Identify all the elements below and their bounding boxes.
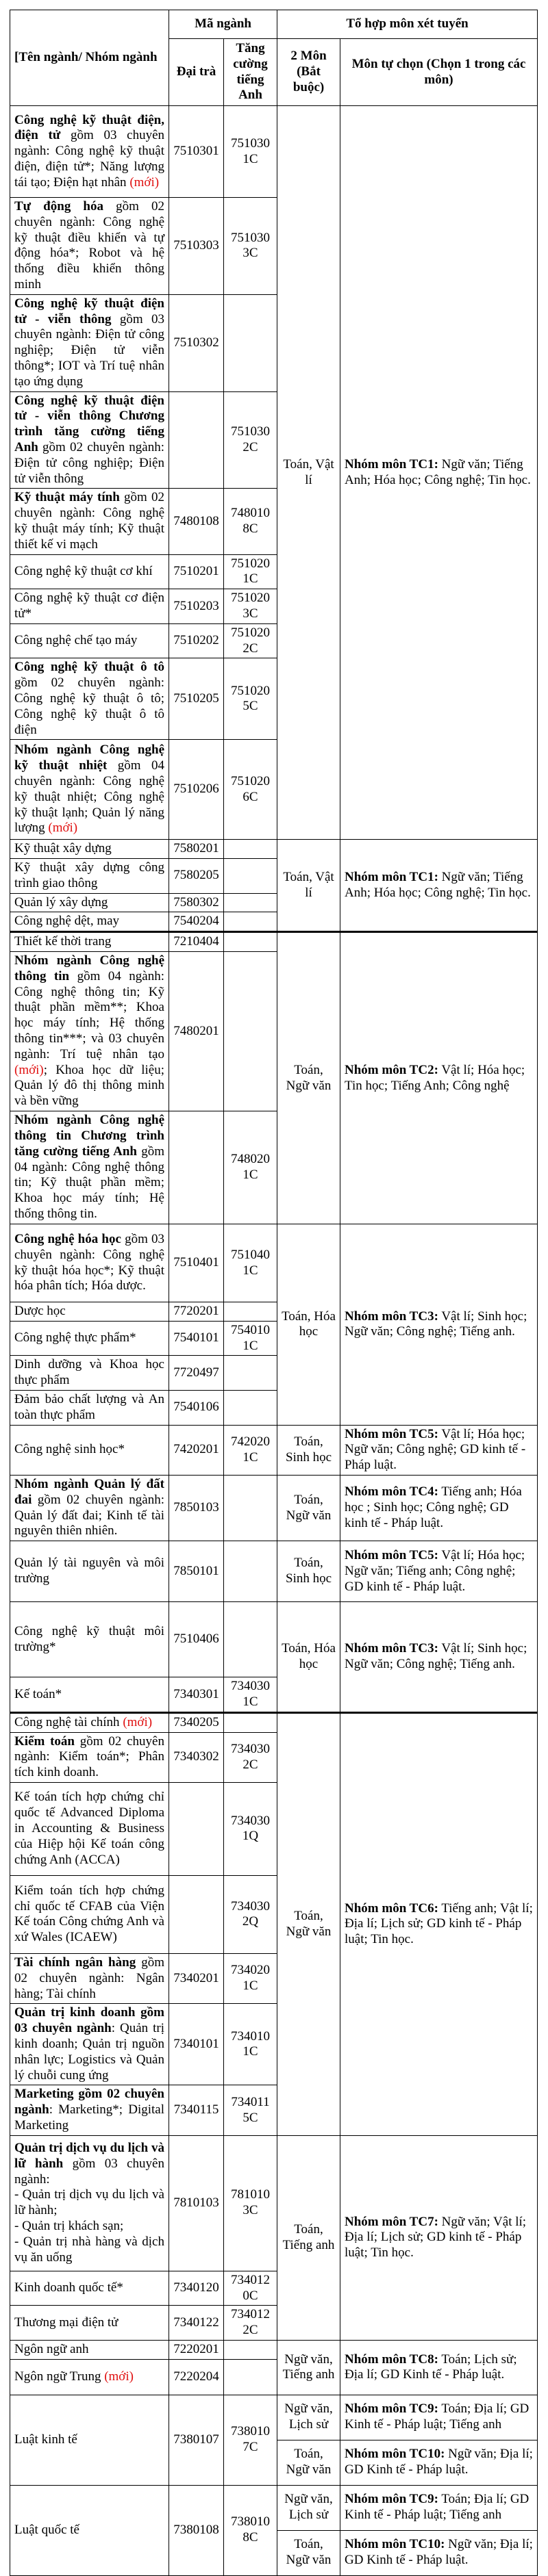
- code-standard: 7510205: [169, 658, 224, 740]
- code-english: [224, 1541, 277, 1602]
- mandatory-subjects: Toán, Sinh học: [277, 1425, 340, 1475]
- program-name-cell: [10, 391, 169, 489]
- code-standard: 7540204: [169, 912, 224, 932]
- table-row: [10, 1476, 538, 1541]
- program-name-bold: Marketing gồm 02 chuyên ngành: [14, 2087, 164, 2117]
- table-row: [10, 2340, 538, 2359]
- code-english: 7340122C: [224, 2306, 277, 2341]
- code-standard: [169, 1782, 224, 1875]
- code-english: 7510206C: [224, 740, 277, 840]
- program-name-text: Luật quốc tế: [14, 2522, 79, 2537]
- mandatory-subjects: Toán, Ngữ văn: [277, 932, 340, 1224]
- code-english: 7510203C: [224, 589, 277, 624]
- code-standard: 7510401: [169, 1224, 224, 1302]
- program-name-text: Luật kinh tế: [14, 2432, 77, 2447]
- table-row: [10, 2485, 538, 2530]
- elective-group-label: Nhóm môn TC2:: [345, 1062, 438, 1077]
- code-english: 7340120C: [224, 2271, 277, 2306]
- code-english: 7480108C: [224, 489, 277, 554]
- program-name-text: Kế toán*: [14, 1686, 62, 1701]
- elective-group-label: Nhóm môn TC10:: [345, 2447, 445, 2462]
- code-english: [224, 952, 277, 1111]
- program-name-cell: [10, 2085, 169, 2135]
- code-standard: 7510302: [169, 294, 224, 391]
- code-standard: 7340101: [169, 2004, 224, 2085]
- header-name: [Tên ngành/ Nhóm ngành: [10, 10, 169, 106]
- elective-subjects-cell: [340, 1541, 538, 1602]
- program-name-cell: [10, 106, 169, 198]
- table-row: [10, 1541, 538, 1602]
- program-name-text: Công nghệ sinh học*: [14, 1442, 125, 1457]
- elective-group-label: Nhóm môn TC3:: [345, 1641, 438, 1656]
- program-name-text: Dược học: [14, 1304, 66, 1319]
- code-english: [224, 859, 277, 894]
- program-name-cell: [10, 2004, 169, 2085]
- code-english: 7340302C: [224, 1732, 277, 1782]
- program-name-text: : Quản trị kinh doanh; Quản trị nguồn nhân lực; Logistics và Quản lý chuỗi cung ứng: [14, 2021, 164, 2083]
- program-name-text: - Quản trị dịch vụ du lịch và lữ hành;: [14, 2187, 164, 2218]
- mandatory-subjects: Toán, Vật lí: [277, 106, 340, 840]
- code-english: [224, 1476, 277, 1541]
- code-standard: 7510301: [169, 106, 224, 198]
- elective-subjects: Ngữ văn; Địa lí; GD Kinh tế - Pháp luật.: [345, 2447, 533, 2477]
- code-english: 7340115C: [224, 2085, 277, 2135]
- program-name-text: gồm 04 chuyên ngành: Công nghệ kỹ thuật nhiệt; Công nghệ kỹ thuật lạnh; Quản lý năng lượng: [14, 758, 164, 836]
- code-standard: 7220204: [169, 2359, 224, 2395]
- program-name-cell: [10, 1677, 169, 1713]
- elective-subjects: Vật lí; Hóa học; Ngữ văn; Công nghệ; GD kinh tế - Pháp luật.: [345, 1426, 526, 1473]
- program-name-text: Quản lý tài nguyên và môi trường: [14, 1556, 164, 1586]
- code-standard: 7580205: [169, 859, 224, 894]
- program-name-cell: [10, 198, 169, 295]
- elective-group-label: Nhóm môn TC1:: [345, 869, 438, 884]
- program-name-text: Kinh doanh quốc tế*: [14, 2280, 123, 2295]
- mandatory-subjects: Toán, Ngữ văn: [277, 1712, 340, 2135]
- program-name-cell: [10, 2135, 169, 2271]
- code-standard: 7720497: [169, 1356, 224, 1391]
- elective-subjects-cell: [340, 1224, 538, 1426]
- program-name-text: Thương mại điện tử: [14, 2315, 119, 2330]
- program-name-cell: [10, 932, 169, 952]
- program-name-text: gồm 02 chuyên ngành: Công nghệ kỹ thuật ô tô; Công nghệ kỹ thuật ô tô điện: [14, 675, 164, 737]
- elective-subjects: Tiếng anh; Hóa học ; Sinh học; Công nghệ; GD kinh tế - Pháp luật.: [345, 1484, 522, 1530]
- program-name-cell: [10, 1875, 169, 1953]
- elective-subjects-cell: [340, 2440, 538, 2485]
- program-name-text: gồm 02 chuyên ngành: Ngân hàng; Tài chính: [14, 1955, 165, 2001]
- elective-subjects-cell: [340, 106, 538, 840]
- elective-subjects: Vật lí; Sinh học; Ngữ văn; Công nghệ; Tiếng anh.: [345, 1641, 527, 1671]
- table-row: [10, 932, 538, 952]
- table-row: [10, 1712, 538, 1732]
- elective-subjects: Vật lí; Sinh học; Ngữ văn; Công nghệ; Tiếng anh.: [345, 1309, 527, 1339]
- code-standard: 7420201: [169, 1425, 224, 1475]
- program-name-cell: [10, 840, 169, 859]
- program-name-text: - Quản trị khách sạn;: [14, 2219, 124, 2234]
- elective-subjects: Ngữ văn; Tiếng Anh; Hóa học; Công nghệ; Tin học.: [345, 456, 531, 487]
- program-name-text: Quản lý xây dựng: [14, 894, 108, 910]
- code-standard: 7810103: [169, 2135, 224, 2271]
- program-name-text: gồm 02 chuyên ngành: Điện tử công nghiệp; Điện tử viễn thông: [14, 439, 164, 486]
- program-name-cell: [10, 859, 169, 894]
- code-standard: 7720201: [169, 1302, 224, 1322]
- program-name-text: gồm 02 chuyên ngành: Kiểm toán*; Phân tích kinh doanh.: [14, 1734, 164, 1780]
- program-name-cell: [10, 1356, 169, 1391]
- program-name-cell: [10, 1712, 169, 1732]
- program-name-text: gồm 04 ngành: Công nghệ thông tin; Kỹ thuật phần mềm; Khoa học máy tính; Hệ thống thông tin.: [14, 1144, 164, 1222]
- code-standard: 7580302: [169, 893, 224, 912]
- mandatory-subjects: Ngữ văn, Lịch sử: [277, 2395, 340, 2440]
- elective-group-label: Nhóm môn TC6:: [345, 1901, 438, 1916]
- program-name-bold: Công nghệ hóa học: [14, 1231, 121, 1246]
- program-name-text: - Quản trị nhà hàng và dịch vụ ăn uống: [14, 2234, 164, 2265]
- elective-subjects: Toán; Địa lí; GD Kinh tế - Pháp luật; Tiếng anh: [345, 2492, 530, 2523]
- elective-group-label: Nhóm môn TC7:: [345, 2214, 438, 2229]
- program-name-cell: [10, 589, 169, 624]
- code-standard: 7480108: [169, 489, 224, 554]
- mandatory-subjects: Toán, Hóa học: [277, 1602, 340, 1713]
- code-english: [224, 1302, 277, 1322]
- elective-group-label: Nhóm môn TC9:: [345, 2401, 438, 2417]
- program-name-cell: [10, 2485, 169, 2575]
- code-english: 7510205C: [224, 658, 277, 740]
- code-english: [224, 1712, 277, 1732]
- elective-subjects: Ngữ văn; Vật lí; Địa lí; Lịch sử; GD kinh tế - Pháp luật; Tin học.: [345, 2214, 527, 2261]
- mandatory-subjects: Toán, Ngữ văn: [277, 1476, 340, 1541]
- program-name-cell: [10, 294, 169, 391]
- elective-group-label: Nhóm môn TC8:: [345, 2352, 438, 2367]
- code-standard: 7340122: [169, 2306, 224, 2341]
- program-name-text: gồm 03 chuyên ngành: Điện tử công nghiệp; Điện tử viễn thông*; IOT và Trí tuệ nhân tạo ứng dụng: [14, 311, 165, 389]
- program-name-bold: Công nghệ kỹ thuật điện tử - viễn thông: [14, 296, 164, 326]
- program-name-bold: Nhóm ngành Quản lý đất đai: [14, 1477, 164, 1507]
- code-english: 7380107C: [224, 2395, 277, 2485]
- mandatory-subjects: Toán, Ngữ văn: [277, 2440, 340, 2485]
- program-name-text: gồm 03 chuyên ngành:: [14, 2156, 164, 2187]
- elective-group-label: Nhóm môn TC1:: [345, 456, 438, 472]
- elective-subjects-cell: [340, 2530, 538, 2575]
- code-english: [224, 1602, 277, 1677]
- code-standard: 7580201: [169, 840, 224, 859]
- code-english: 7540101C: [224, 1321, 277, 1356]
- code-english: [224, 2359, 277, 2395]
- program-name-cell: [10, 2340, 169, 2359]
- elective-group-label: Nhóm môn TC3:: [345, 1309, 438, 1324]
- program-name-text: Dinh dưỡng và Khoa học thực phẩm: [14, 1357, 164, 1388]
- code-english: 7340301Q: [224, 1782, 277, 1875]
- elective-group-label: Nhóm môn TC4:: [345, 1484, 438, 1499]
- code-english: 7340101C: [224, 2004, 277, 2085]
- program-name-text: Kỹ thuật xây dựng công trình giao thông: [14, 860, 164, 890]
- code-standard: 7380107: [169, 2395, 224, 2485]
- code-english: 7510303C: [224, 198, 277, 295]
- program-name-cell: [10, 1541, 169, 1602]
- code-standard: 7340301: [169, 1677, 224, 1713]
- code-english: [224, 840, 277, 859]
- program-name-cell: [10, 1111, 169, 1224]
- code-english: 7810103C: [224, 2135, 277, 2271]
- program-name-cell: [10, 1425, 169, 1475]
- elective-subjects-cell: [340, 1425, 538, 1475]
- program-name-bold: Quản trị kinh doanh gồm 03 chuyên ngành: [14, 2005, 164, 2036]
- mandatory-subjects: Toán, Sinh học: [277, 1541, 340, 1602]
- program-name-cell: [10, 1476, 169, 1541]
- program-name-text: Công nghệ kỹ thuật môi trường*: [14, 1623, 164, 1654]
- program-name-cell: [10, 1391, 169, 1426]
- program-name-bold: Kỹ thuật máy tính: [14, 490, 120, 505]
- program-name-text: ; Khoa học dữ liệu; Quản lý đô thị thông minh và bền vững: [14, 1062, 164, 1109]
- elective-group-label: Nhóm môn TC9:: [345, 2492, 438, 2507]
- header-elect: Môn tự chọn (Chọn 1 trong các môn): [340, 39, 538, 106]
- program-name-text: Công nghệ dệt, may: [14, 914, 120, 929]
- program-name-cell: [10, 489, 169, 554]
- table-body: [10, 106, 538, 2576]
- new-tag: (mới): [129, 175, 160, 190]
- program-name-cell: [10, 2306, 169, 2341]
- elective-subjects-cell: [340, 2135, 538, 2340]
- program-name-bold: Nhóm ngành Công nghệ kỹ thuật nhiệt: [14, 743, 164, 773]
- code-english: 7510302C: [224, 391, 277, 489]
- elective-subjects: Toán; Lịch sử; Địa lí; GD Kinh tế - Pháp luật.: [345, 2352, 517, 2382]
- elective-subjects-cell: [340, 1602, 538, 1713]
- code-standard: 7510406: [169, 1602, 224, 1677]
- elective-group-label: Nhóm môn TC5:: [345, 1548, 438, 1562]
- mandatory-subjects: Toán, Tiếng anh: [277, 2135, 340, 2340]
- table-row: [10, 2395, 538, 2440]
- program-name-text: Công nghệ thực phẩm*: [14, 1330, 136, 1345]
- elective-subjects: Vật lí; Hóa học; Ngữ văn; Tiếng anh; Công nghệ; GD kinh tế - Pháp luật.: [345, 1548, 525, 1594]
- elective-subjects: Ngữ văn; Địa lí; GD Kinh tế - Pháp luật.: [345, 2537, 533, 2568]
- code-english: 7480201C: [224, 1111, 277, 1224]
- code-standard: [169, 1875, 224, 1953]
- program-name-bold: Tài chính ngân hàng: [14, 1955, 136, 1970]
- table-row: [10, 1425, 538, 1475]
- elective-subjects: Tiếng anh; Vật lí; Địa lí; Lịch sử; GD kinh tế - Pháp luật; Tin học.: [345, 1901, 533, 1947]
- code-standard: 7340201: [169, 1953, 224, 2003]
- program-name-bold: Kiểm toán: [14, 1734, 75, 1749]
- program-name-bold: Quản trị dịch vụ du lịch và lữ hành: [14, 2141, 164, 2171]
- program-name-text: Công nghệ kỹ thuật cơ điện tử*: [14, 591, 164, 621]
- code-standard: 7540101: [169, 1321, 224, 1356]
- program-name-text: Ngôn ngữ Trung: [14, 2369, 105, 2384]
- program-name-cell: [10, 1224, 169, 1302]
- program-name-cell: [10, 2395, 169, 2485]
- code-standard: 7340120: [169, 2271, 224, 2306]
- program-name-text: Công nghệ chế tạo máy: [14, 633, 138, 648]
- program-name-cell: [10, 658, 169, 740]
- elective-subjects: Toán; Địa lí; GD Kinh tế - Pháp luật; Tiếng anh: [345, 2401, 530, 2432]
- code-english: 7420201C: [224, 1425, 277, 1475]
- code-english: 7510202C: [224, 623, 277, 658]
- code-standard: 7340205: [169, 1712, 224, 1732]
- header-combo: Tổ hợp môn xét tuyển: [277, 10, 538, 39]
- table-row: [10, 1224, 538, 1302]
- program-name-cell: [10, 554, 169, 589]
- program-name-text: gồm 03 chuyên ngành: Công nghệ kỹ thuật hóa học*; Kỹ thuật hóa phân tích; Hóa dược.: [14, 1231, 165, 1293]
- elective-subjects: Ngữ văn; Tiếng Anh; Hóa học; Công nghệ; Tin học.: [345, 869, 531, 900]
- elective-subjects-cell: [340, 840, 538, 932]
- mandatory-subjects: Toán, Ngữ văn: [277, 2530, 340, 2575]
- program-name-bold: Tự động hóa: [14, 199, 103, 214]
- code-standard: 7510203: [169, 589, 224, 624]
- code-standard: 7210404: [169, 932, 224, 952]
- admission-table: [10, 10, 538, 2576]
- program-name-text: gồm 03 chuyên ngành: Công nghệ kỹ thuật điện, điện tử*; Năng lượng tái tạo; Điện hạt nhân: [14, 128, 165, 190]
- table-row: [10, 840, 538, 859]
- program-name-bold: Công nghệ kỹ thuật điện, điện tử: [14, 112, 164, 143]
- program-name-cell: [10, 1953, 169, 2003]
- header-eng: Tăng cường tiếng Anh: [224, 39, 277, 106]
- program-name-bold: Công nghệ kỹ thuật điện tử - viễn thông Chương trình tăng cường tiếng Anh: [14, 393, 164, 454]
- new-tag: (mới): [104, 2369, 134, 2384]
- code-standard: 7510206: [169, 740, 224, 840]
- elective-subjects-cell: [340, 1476, 538, 1541]
- mandatory-subjects: Toán, Vật lí: [277, 840, 340, 932]
- header-code-group: Mã ngành: [169, 10, 277, 39]
- code-english: [224, 1356, 277, 1391]
- code-english: 7510401C: [224, 1224, 277, 1302]
- new-tag: (mới): [123, 1714, 153, 1729]
- table-row: [10, 2135, 538, 2271]
- code-standard: 7850101: [169, 1541, 224, 1602]
- elective-subjects-cell: [340, 932, 538, 1224]
- program-name-cell: [10, 952, 169, 1111]
- code-english: 7340301C: [224, 1677, 277, 1713]
- code-standard: 7380108: [169, 2485, 224, 2575]
- program-name-bold: Nhóm ngành Công nghệ thông tin: [14, 953, 164, 983]
- code-english: 7510201C: [224, 554, 277, 589]
- program-name-cell: [10, 1321, 169, 1356]
- code-standard: 7510303: [169, 198, 224, 295]
- program-name-cell: [10, 1732, 169, 1782]
- code-standard: 7850103: [169, 1476, 224, 1541]
- code-english: [224, 912, 277, 932]
- table-row: [10, 106, 538, 198]
- program-name-text: Kiểm toán tích hợp chứng chỉ quốc tế CFAB của Viện Kế toán Công chứng Anh và xứ Wales (ICAEW): [14, 1883, 164, 1945]
- code-english: [224, 893, 277, 912]
- elective-group-label: Nhóm môn TC5:: [345, 1426, 438, 1441]
- code-english: 7380108C: [224, 2485, 277, 2575]
- code-english: [224, 294, 277, 391]
- elective-group-label: Nhóm môn TC10:: [345, 2537, 445, 2552]
- table-row: [10, 1602, 538, 1677]
- program-name-cell: [10, 1782, 169, 1875]
- mandatory-subjects: Ngữ văn, Tiếng anh: [277, 2340, 340, 2395]
- program-name-text: gồm 02 chuyên ngành: Công nghệ kỹ thuật máy tính; Kỹ thuật thiết kế vi mạch: [14, 490, 164, 552]
- code-standard: 7480201: [169, 952, 224, 1111]
- code-standard: 7540106: [169, 1391, 224, 1426]
- code-english: 7340302Q: [224, 1875, 277, 1953]
- program-name-cell: [10, 1302, 169, 1322]
- program-name-cell: [10, 893, 169, 912]
- program-name-text: Ngôn ngữ anh: [14, 2341, 89, 2356]
- program-name-cell: [10, 912, 169, 932]
- mandatory-subjects: Ngữ văn, Lịch sử: [277, 2485, 340, 2530]
- program-name-text: gồm 04 ngành: Công nghệ thông tin; Kỹ thuật phần mềm**; Khoa học máy tính; Hệ thống thông tin***; và 03 chuyên ngành: Trí tuệ nhân tạo: [14, 968, 164, 1061]
- program-name-text: Công nghệ tài chính: [14, 1714, 123, 1729]
- program-name-text: : Marketing*; Digital Marketing: [14, 2102, 164, 2133]
- program-name-text: Công nghệ kỹ thuật cơ khí: [14, 563, 153, 578]
- program-name-cell: [10, 740, 169, 840]
- elective-subjects-cell: [340, 2485, 538, 2530]
- program-name-text: gồm 02 chuyên ngành: Quản lý đất đai; Kinh tế tài nguyên thiên nhiên.: [14, 1492, 164, 1538]
- header-std: Đại trà: [169, 39, 224, 106]
- new-tag: (mới): [14, 1062, 44, 1077]
- program-name-bold: Công nghệ kỹ thuật ô tô: [14, 660, 164, 675]
- elective-subjects-cell: [340, 2340, 538, 2395]
- code-standard: 7510202: [169, 623, 224, 658]
- code-standard: [169, 1111, 224, 1224]
- program-name-text: gồm 02 chuyên ngành: Công nghệ kỹ thuật điều khiển và tự động hóa*; Robot và hệ thống điều khiển thông minh: [14, 199, 164, 292]
- program-name-text: Kỹ thuật xây dựng: [14, 841, 112, 856]
- code-english: [224, 932, 277, 952]
- code-english: [224, 2340, 277, 2359]
- program-name-bold: Nhóm ngành Công nghệ thông tin Chương trình tăng cường tiếng Anh: [14, 1113, 164, 1159]
- program-name-cell: [10, 623, 169, 658]
- code-english: 7340201C: [224, 1953, 277, 2003]
- elective-subjects: Vật lí; Hóa học; Tin học; Tiếng Anh; Công nghệ: [345, 1062, 525, 1093]
- elective-subjects-cell: [340, 1712, 538, 2135]
- code-english: [224, 1391, 277, 1426]
- program-name-text: Đảm bảo chất lượng và An toàn thực phẩm: [14, 1392, 164, 1422]
- program-name-cell: [10, 1602, 169, 1677]
- code-standard: 7220201: [169, 2340, 224, 2359]
- program-name-text: Thiết kế thời trang: [14, 934, 112, 949]
- header-mand: 2 Môn (Bắt buộc): [277, 39, 340, 106]
- program-name-cell: [10, 2271, 169, 2306]
- new-tag: (mới): [48, 821, 78, 836]
- elective-subjects-cell: [340, 2395, 538, 2440]
- code-english: 7510301C: [224, 106, 277, 198]
- code-standard: [169, 391, 224, 489]
- code-standard: 7340115: [169, 2085, 224, 2135]
- code-standard: 7340302: [169, 1732, 224, 1782]
- program-name-text: Kế toán tích hợp chứng chỉ quốc tế Advanced Diploma in Accounting & Business của Hiệp hội Kế toán công chứng Anh (ACCA): [14, 1790, 164, 1867]
- program-name-cell: [10, 2359, 169, 2395]
- code-standard: 7510201: [169, 554, 224, 589]
- mandatory-subjects: Toán, Hóa học: [277, 1224, 340, 1426]
